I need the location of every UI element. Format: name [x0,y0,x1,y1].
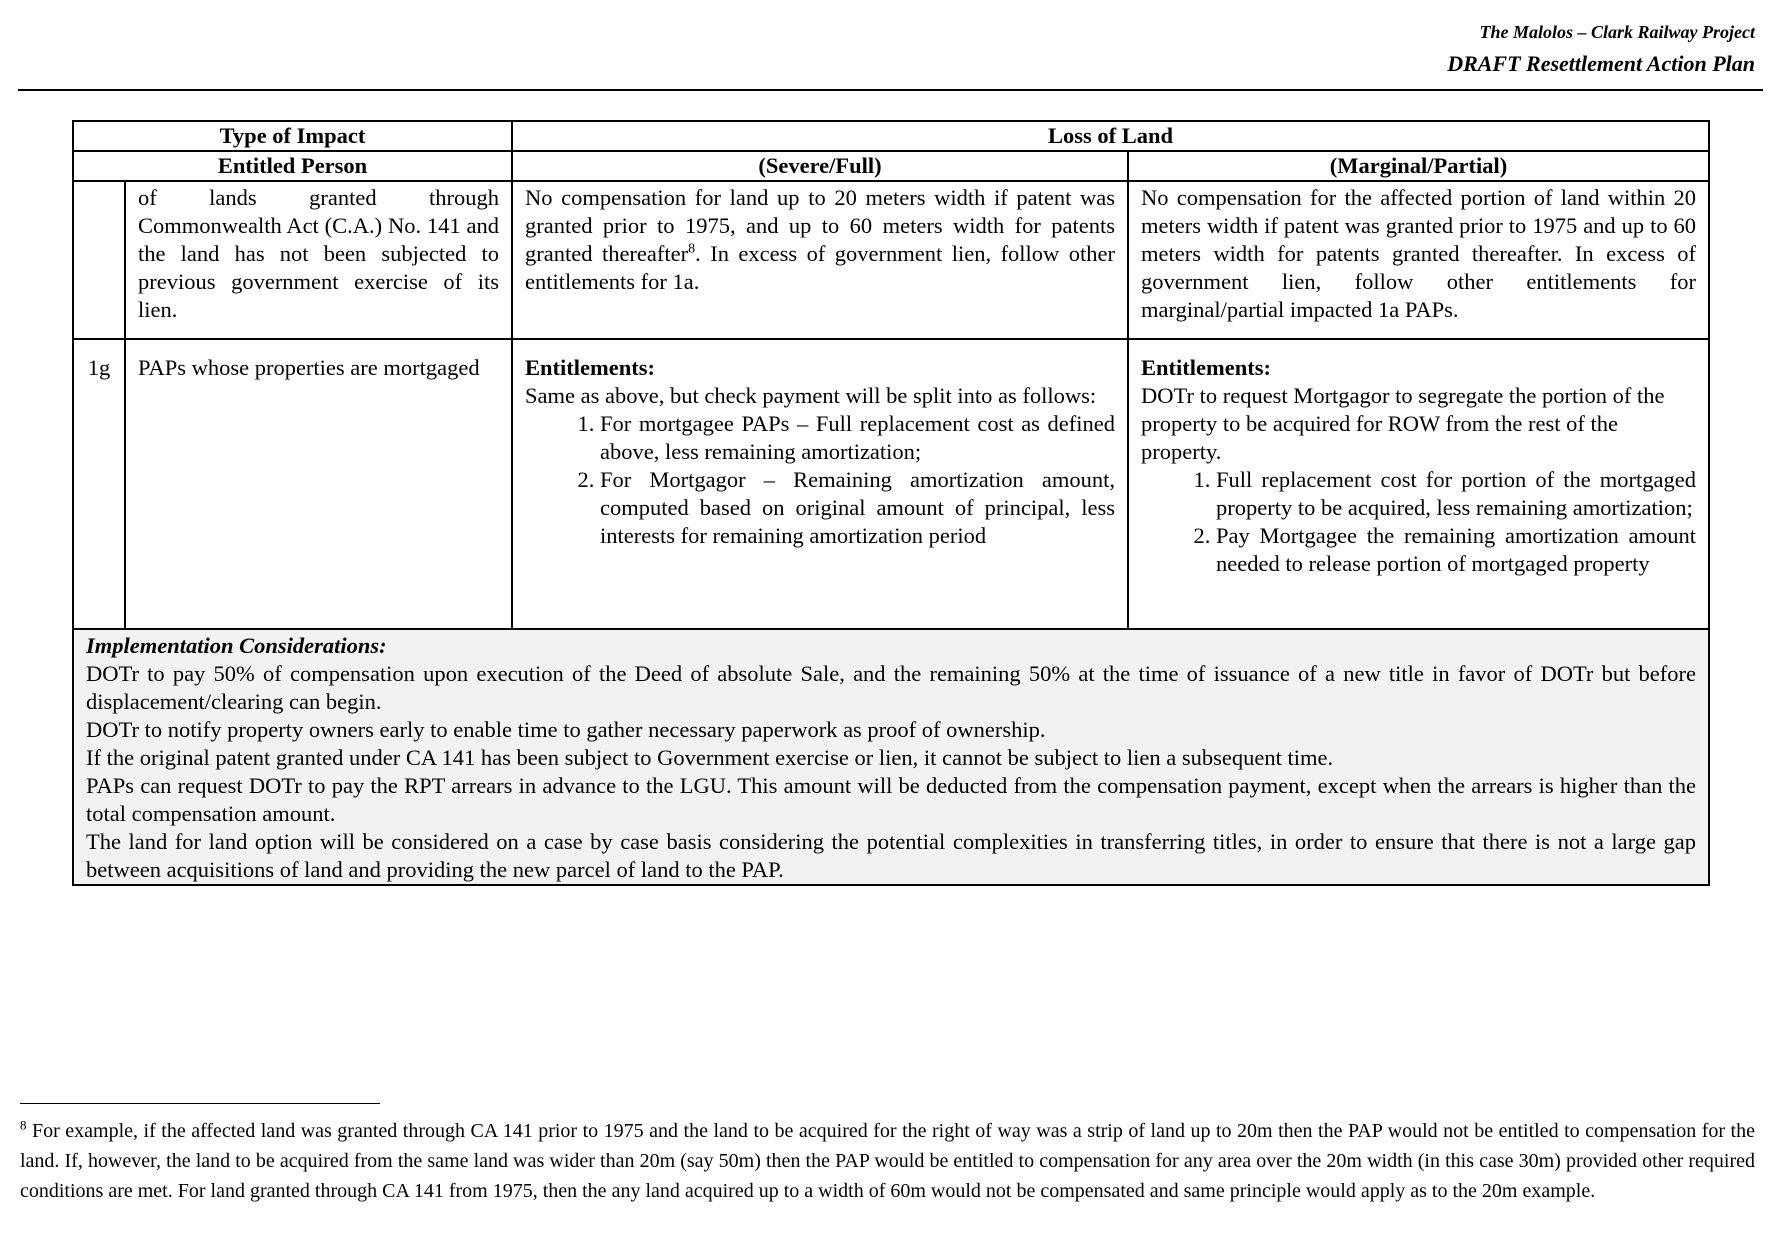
entitlements-heading: Entitlements: [1141,355,1271,380]
row-number: 1g [73,339,125,629]
entitled-person-cell: PAPs whose properties are mortgaged [125,339,512,629]
list-item: 1. For mortgagee PAPs – Full replacement cost as defined above, less remaining amortization; [600,410,1115,466]
row-number [73,181,125,339]
implementation-row [73,629,1709,885]
entitlements-list [525,410,1115,550]
header-marginal-partial: (Marginal/Partial) [1128,151,1709,181]
footnote-reference[interactable]: 8 [688,241,696,257]
marginal-partial-cell: No compensation for the affected portion of land within 20 meters width if patent was granted prior to 1975 and up to 60 meters width for patents granted thereafter. In excess of government lien, follow other entitlements for marginal/partial impacted 1a PAPs. [1128,181,1709,339]
severe-full-cell [512,181,1128,339]
table-row-1g [73,339,1709,629]
footnote-8 [20,1116,1755,1206]
implementation-considerations-cell [73,629,1709,885]
implementation-paragraph: The land for land option will be considered on a case by case basis considering the potential complexities in transferring titles, in order to ensure that there is not a large gap between acquisitions of land and providing the new parcel of land to the PAP. [86,829,1697,882]
header-type-of-impact: Type of Impact [73,121,512,151]
list-item: 2. Pay Mortgagee the remaining amortization amount needed to release portion of mortgaged property [1216,522,1696,578]
entitlements-heading: Entitlements: [525,355,655,380]
header-entitled-person: Entitled Person [73,151,512,181]
implementation-paragraph: PAPs can request DOTr to pay the RPT arrears in advance to the LGU. This amount will be deducted from the compensation payment, except when the arrears is higher than the total compensation amount. [86,773,1697,826]
entitlements-intro: Same as above, but check payment will be split into as follows: [525,383,1097,408]
marginal-partial-cell [1128,339,1709,629]
implementation-title: Implementation Considerations: [86,633,387,658]
list-item: 2. For Mortgagor – Remaining amortization amount, computed based on original amount of principal, less interests for remaining amortization period [600,466,1115,550]
footnote-text: For example, if the affected land was granted through CA 141 prior to 1975 and the land to be acquired for the right of way was a strip of land up to 20m then the PAP would not be entitled to compensation for the land. If, however, the land to be acquired from the same land was wider than 20m (say 50m) then the PAP would be entitled to compensation for any area over the 20m width (in this case 30m) provided other required conditions are met. For land granted through CA 141 from 1975, then the any land acquired up to a width of 60m would not be compensated and same principle would apply as to the 20m example. [20,1120,1755,1202]
header-rule [18,89,1763,91]
severe-text-part2: . In excess of government lien, follow other entitlements for 1a. [525,241,1116,294]
header-row-1 [73,121,1709,151]
footnote-separator [20,1103,380,1104]
header-row-2 [73,151,1709,181]
footnote-marker: 8 [20,1117,27,1133]
running-header-project: The Malolos – Clark Railway Project [1479,22,1755,42]
running-header-document: DRAFT Resettlement Action Plan [1447,51,1755,76]
entitlements-intro: DOTr to request Mortgagor to segregate the portion of the property to be acquired for ROW from the rest of the property. [1141,383,1665,464]
entitled-person-cell: of lands granted through Commonwealth Act (C.A.) No. 141 and the land has not been subjected to previous government exercise of its lien. [125,181,512,339]
severe-text-part1: No compensation for land up to 20 meters width if patent was granted prior to 1975, and up to 60 meters width for patents granted thereafter [525,185,1116,266]
severe-full-cell [512,339,1128,629]
entitlement-matrix-table [72,120,1710,886]
implementation-paragraph: DOTr to pay 50% of compensation upon execution of the Deed of absolute Sale, and the remaining 50% at the time of issuance of a new title in favor of DOTr but before displacement/clearing can begin. [86,661,1697,714]
header-loss-of-land: Loss of Land [512,121,1709,151]
header-severe-full: (Severe/Full) [512,151,1128,181]
entitlements-list [1141,466,1696,578]
list-item: 1. Full replacement cost for portion of the mortgaged property to be acquired, less remaining amortization; [1216,466,1696,522]
table-row-1f-continued [73,181,1709,339]
implementation-paragraph: If the original patent granted under CA 141 has been subject to Government exercise or lien, it cannot be subject to lien a subsequent time. [86,745,1334,770]
implementation-paragraph: DOTr to notify property owners early to enable time to gather necessary paperwork as proof of ownership. [86,717,1046,742]
